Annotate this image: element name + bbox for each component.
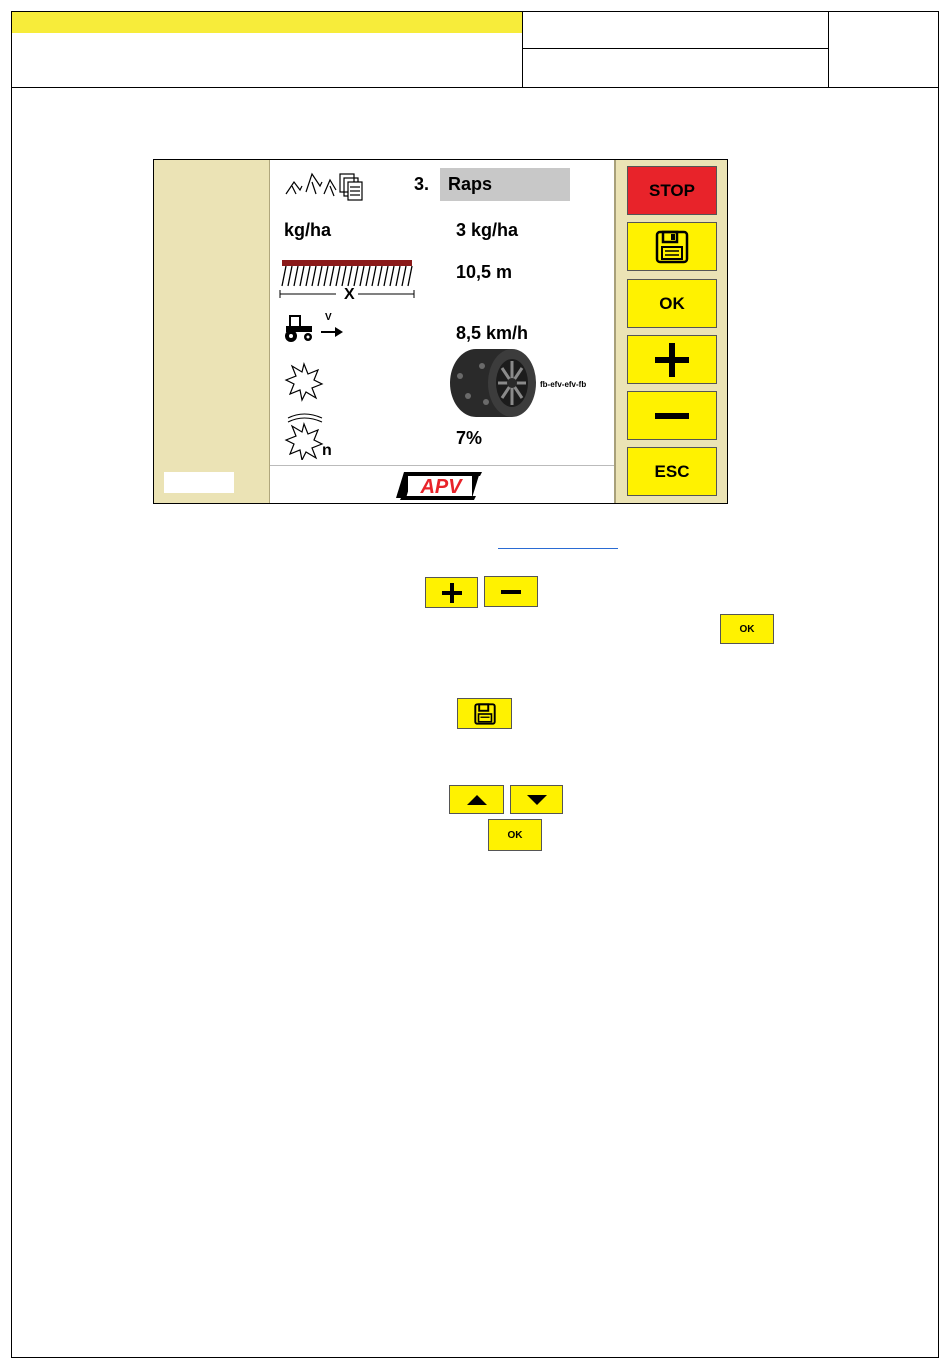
calibration-value: 7% [456,428,483,448]
inline-ok-label: OK [739,623,755,635]
arrow-right-icon [321,326,343,338]
rate-value: 3 kg/ha [456,220,519,240]
speed-glyph: V [325,312,332,323]
calibration-n-label: n [322,442,332,459]
inline-ok-button-2[interactable] [488,819,542,851]
working-width-dim-label: X [344,286,355,303]
seed-slot-number: 3. [414,174,430,194]
left-panel [154,160,270,503]
save-icon [474,703,496,725]
ok-button[interactable] [627,279,717,328]
seed-roller-icon [446,346,538,420]
left-panel-field [164,472,234,493]
triangle-down-icon [526,794,548,806]
stop-button[interactable] [627,166,717,215]
minus-icon [653,411,691,421]
triangle-up-icon [466,794,488,806]
inline-plus-button[interactable] [425,577,478,608]
screen-content [270,160,614,503]
header-page-cell [828,12,939,87]
esc-button[interactable] [627,447,717,496]
logo-bar [270,465,614,504]
inline-save-button[interactable] [457,698,512,729]
seed-wheel-icon [284,362,324,402]
plus-icon [653,341,691,379]
save-button[interactable] [627,222,717,271]
header-yellow-bar [12,12,522,33]
tractor-icon [282,312,316,344]
header-left-cell [12,12,522,87]
header-subtitle-cell [522,49,828,87]
stop-button-label: STOP [649,180,695,200]
apv-logo [396,470,486,500]
seed-name-field[interactable]: Raps [440,168,570,201]
header-divider [12,87,938,88]
plus-button[interactable] [627,335,717,384]
save-icon [655,230,689,264]
seed-roller-label: fb-efv-efv-fb [540,380,587,389]
terminal-screen [153,159,728,504]
working-width-value: 10,5 m [456,262,513,282]
inline-ok-button[interactable] [720,614,774,644]
link-underline[interactable] [498,548,618,549]
ok-button-label: OK [659,293,685,313]
header-title-cell [522,12,828,49]
rate-label: kg/ha [284,220,332,240]
minus-button[interactable] [627,391,717,440]
inline-minus-button[interactable] [484,576,538,607]
logo-text: APV [420,476,462,498]
esc-button-label: ESC [654,461,690,481]
crop-selection-icon [284,168,366,202]
inline-down-button[interactable] [510,785,563,814]
softkey-panel [614,160,727,503]
speed-value: 8,5 km/h [456,323,529,343]
inline-ok-label-2: OK [507,829,523,841]
minus-icon [500,589,522,595]
plus-icon [441,582,463,604]
inline-up-button[interactable] [449,785,504,814]
